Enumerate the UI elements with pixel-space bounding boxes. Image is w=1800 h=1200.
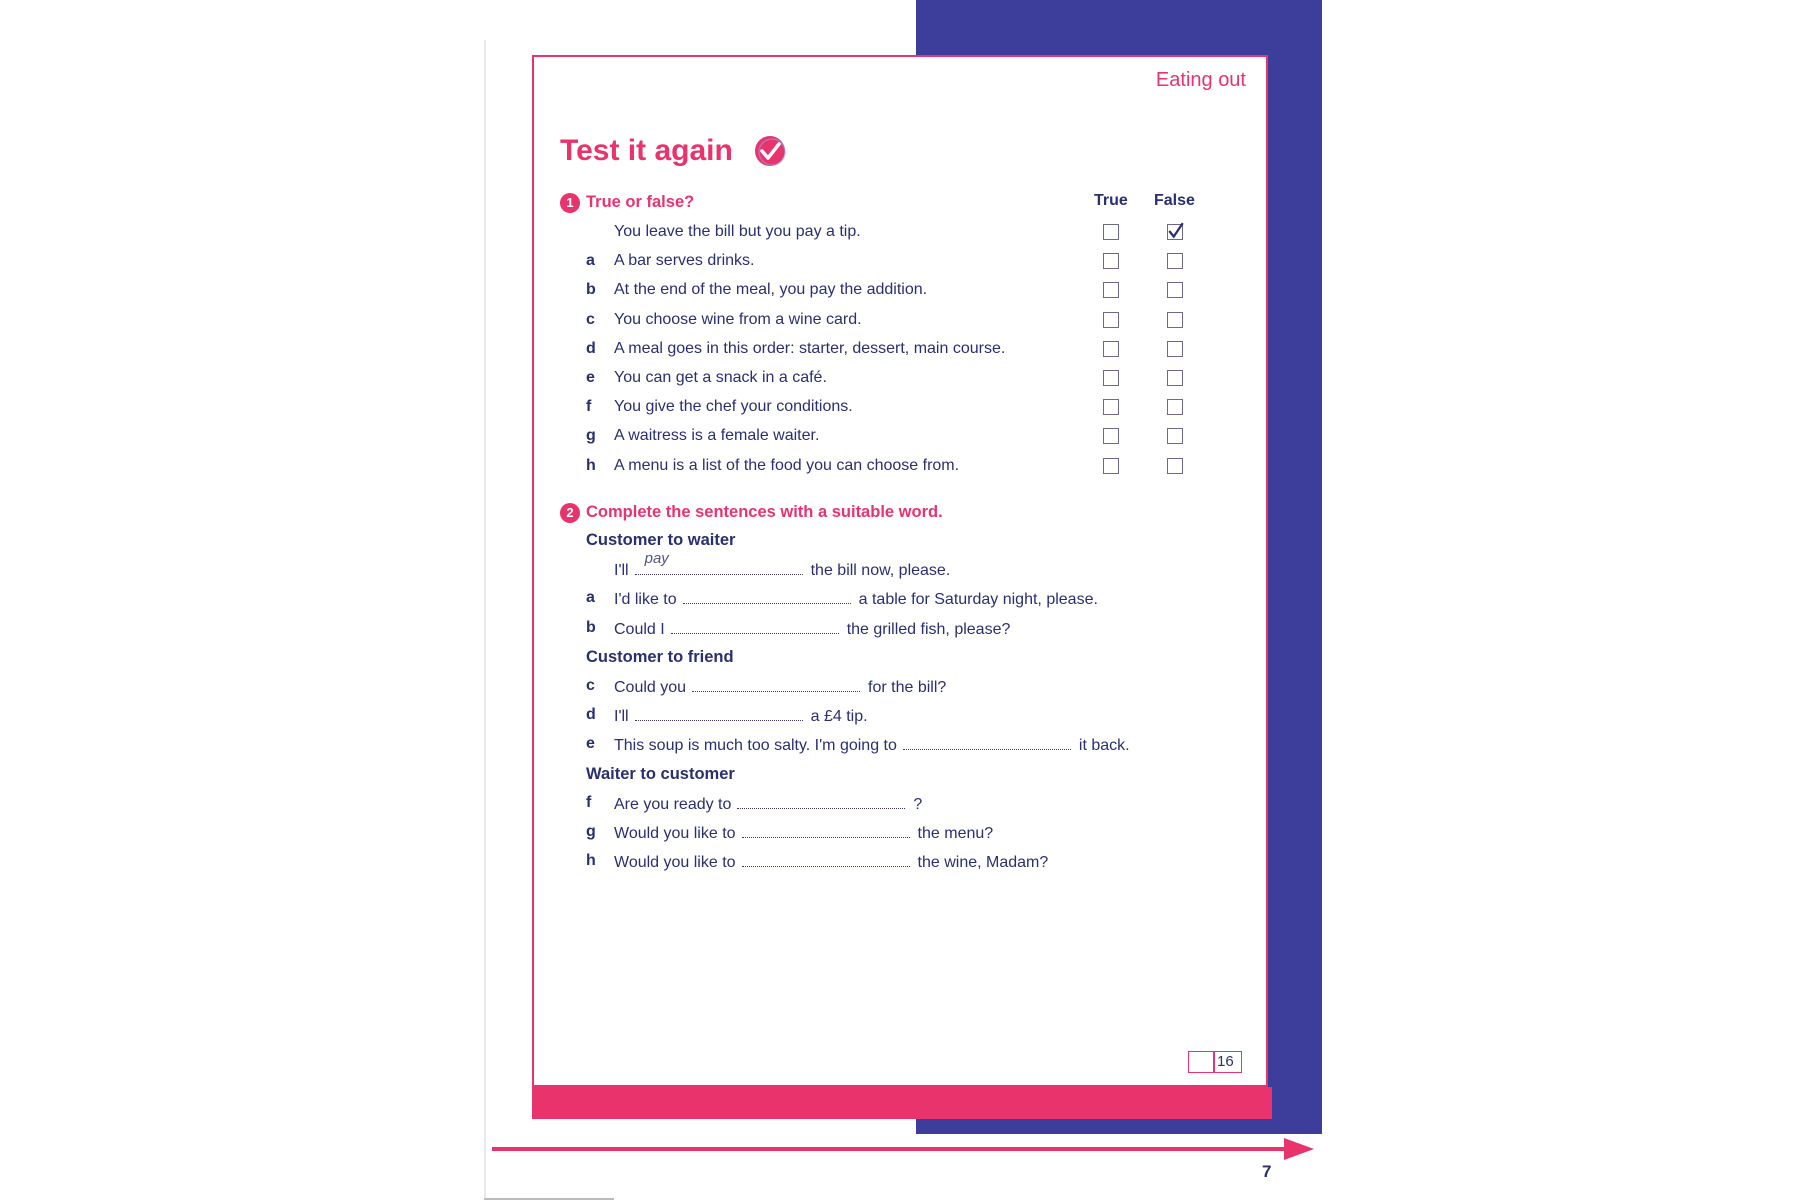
item-letter: b — [586, 618, 596, 636]
true-checkbox[interactable] — [1103, 224, 1119, 240]
fill-in-sentence — [614, 852, 1048, 872]
sentence-end: the wine, Madam? — [917, 854, 1049, 872]
false-checkbox[interactable] — [1167, 370, 1183, 386]
false-checkbox[interactable] — [1167, 428, 1183, 444]
true-checkbox[interactable] — [1103, 428, 1119, 444]
page-left-edge — [484, 40, 486, 1200]
page-title: Test it again — [560, 134, 733, 167]
statement-text: You give the chef your conditions. — [614, 398, 853, 416]
false-checkbox[interactable] — [1167, 458, 1183, 474]
answer-blank[interactable] — [671, 619, 839, 634]
answer-blank[interactable] — [635, 550, 803, 575]
false-checkbox[interactable] — [1167, 312, 1183, 328]
false-column-header: False — [1154, 192, 1195, 209]
score-total: 16 — [1217, 1053, 1234, 1070]
true-checkbox[interactable] — [1103, 282, 1119, 298]
sentence-start: This soup is much too salty. I'm going to — [614, 737, 897, 755]
sentence-start: Would you like to — [614, 825, 736, 842]
item-letter: d — [586, 706, 596, 724]
fill-in-sentence — [614, 677, 946, 697]
item-letter: f — [586, 398, 592, 416]
sentence-start: Would you like to — [614, 854, 736, 872]
item-letter: f — [586, 793, 592, 811]
item-letter: a — [586, 589, 595, 607]
fill-in-sentence — [614, 794, 922, 814]
fill-in-sentence — [614, 706, 868, 726]
statement-text: A bar serves drinks. — [614, 252, 755, 270]
worksheet-card — [532, 55, 1268, 1087]
handwritten-answer: pay — [644, 550, 669, 568]
example-sentence — [614, 550, 951, 580]
false-checkbox[interactable] — [1167, 224, 1183, 240]
unit-title: Eating out — [1155, 69, 1246, 91]
sentence-end: the bill now, please. — [810, 562, 951, 580]
sentence-start: I'll — [614, 708, 629, 726]
item-letter: g — [586, 427, 596, 445]
fill-in-sentence — [614, 589, 1098, 609]
item-letter: e — [586, 735, 595, 753]
sentence-end: for the bill? — [868, 679, 947, 696]
answer-blank[interactable] — [683, 589, 851, 604]
score-box — [1188, 1051, 1242, 1073]
false-checkbox[interactable] — [1167, 253, 1183, 269]
answer-blank[interactable] — [737, 794, 905, 809]
checkmark-icon — [1167, 222, 1185, 240]
sentence-start: I'll — [614, 562, 629, 580]
fill-in-sentence — [614, 619, 1010, 639]
sentence-end: a table for Saturday night, please. — [858, 591, 1098, 609]
example-statement: You leave the bill but you pay a tip. — [614, 223, 861, 240]
page-number: 7 — [1262, 1162, 1272, 1181]
answer-blank[interactable] — [692, 677, 860, 692]
true-checkbox[interactable] — [1103, 399, 1119, 415]
true-checkbox[interactable] — [1103, 370, 1119, 386]
true-checkbox[interactable] — [1103, 341, 1119, 357]
sentence-end: a £4 tip. — [810, 708, 868, 726]
fill-in-sentence — [614, 735, 1130, 755]
dialogue-group-heading: Customer to waiter — [586, 531, 736, 549]
statement-text: A menu is a list of the food you can choose from. — [614, 456, 960, 474]
item-letter: e — [586, 369, 595, 386]
answer-blank[interactable] — [742, 823, 910, 838]
exercise-2-number: 2 — [560, 503, 580, 523]
item-letter: d — [586, 339, 596, 357]
statement-text: You can get a snack in a café. — [614, 369, 827, 386]
answer-blank[interactable] — [742, 852, 910, 867]
statement-text: At the end of the meal, you pay the addition. — [614, 281, 928, 299]
item-letter: a — [586, 252, 595, 270]
sentence-end: the menu? — [917, 825, 994, 842]
sentence-end: the grilled fish, please? — [846, 620, 1011, 638]
false-checkbox[interactable] — [1167, 341, 1183, 357]
score-divider — [1213, 1052, 1215, 1072]
arrow-icon — [492, 1134, 1314, 1164]
sentence-end: it back. — [1078, 737, 1130, 755]
sentence-start: I'd like to — [614, 591, 677, 609]
fill-in-sentence — [614, 823, 993, 843]
false-checkbox[interactable] — [1167, 282, 1183, 298]
dialogue-group-heading: Waiter to customer — [586, 764, 735, 783]
statement-text: A waitress is a female waiter. — [614, 427, 820, 445]
statement-text: A meal goes in this order: starter, dessert, main course. — [614, 339, 1006, 357]
true-checkbox[interactable] — [1103, 253, 1119, 269]
exercise-1-title: True or false? — [586, 193, 695, 211]
true-column-header: True — [1094, 192, 1128, 209]
answer-blank[interactable] — [903, 735, 1071, 750]
true-checkbox[interactable] — [1103, 312, 1119, 328]
item-letter: h — [586, 852, 596, 870]
false-checkbox[interactable] — [1167, 399, 1183, 415]
sentence-start: Could you — [614, 679, 687, 696]
sentence-start: Are you ready to — [614, 795, 732, 813]
pink-bottom-band — [532, 1087, 1272, 1119]
answer-blank[interactable] — [635, 706, 803, 721]
item-letter: h — [586, 456, 596, 474]
item-letter: b — [586, 281, 596, 299]
exercise-1-number: 1 — [560, 193, 580, 213]
dialogue-group-heading: Customer to friend — [586, 647, 734, 666]
item-letter: c — [586, 310, 595, 328]
item-letter: c — [586, 677, 595, 694]
sentence-end: ? — [913, 795, 923, 813]
exercise-2-title: Complete the sentences with a suitable word. — [586, 503, 943, 521]
item-letter: g — [586, 823, 596, 840]
check-badge-icon — [754, 135, 786, 167]
sentence-start: Could I — [614, 620, 665, 638]
true-checkbox[interactable] — [1103, 458, 1119, 474]
statement-text: You choose wine from a wine card. — [614, 310, 862, 328]
